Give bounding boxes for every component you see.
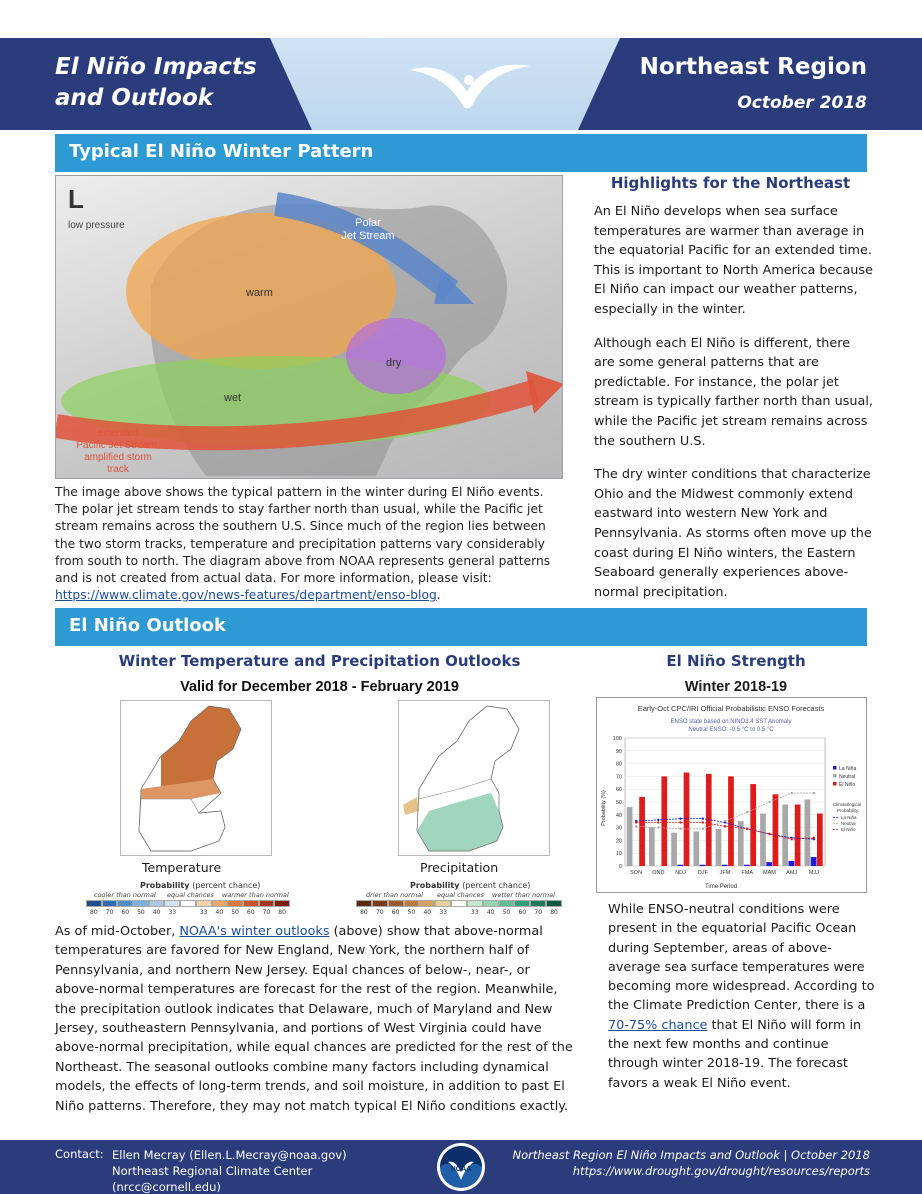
- chart-climatology-point: [702, 821, 704, 823]
- temp-legend-tick: 80: [278, 909, 286, 916]
- chart-climatology-title-2: Probability:: [837, 808, 860, 813]
- precipitation-label: Precipitation: [420, 860, 499, 875]
- temp-legend-cool: cooler than normal: [94, 891, 156, 899]
- chart-bar-lania: [766, 862, 772, 866]
- chart-y-tick-label: 100: [612, 736, 622, 742]
- enso-chart-svg: [597, 698, 866, 892]
- chart-bar-neutral: [716, 829, 722, 866]
- chart-x-tick-label: SON: [630, 870, 643, 876]
- temp-legend-tick: 50: [231, 909, 239, 916]
- chart-climatology-point: [813, 837, 815, 839]
- precip-legend-swatch: [467, 900, 483, 907]
- pacific-jet-label-4: track: [107, 464, 129, 475]
- enso-text-part1: While ENSO-neutral conditions were present in the equatorial Pacific Ocean during September, areas of above-average sea surface temperatures were becoming more widespread. According to the Climate Prediction Center, there is a: [608, 902, 875, 1014]
- enso-blog-link[interactable]: [55, 588, 437, 602]
- chart-climatology-point: [702, 817, 704, 819]
- temp-legend-swatch: [227, 900, 243, 907]
- precip-legend-tick: 70: [534, 909, 543, 916]
- precip-legend-swatch: [499, 900, 515, 907]
- enso-text-part2: that El Niño will form in the next few months and continue through winter 2018-19. The forecast favors a weak El Niño event.: [608, 1017, 862, 1091]
- precip-legend-tick: 33: [471, 909, 479, 916]
- precip-legend-colorbar: [356, 900, 562, 907]
- chart-climatology-point: [657, 821, 659, 823]
- precip-legend-tick: 33: [439, 909, 447, 916]
- chart-bar-elnio: [728, 776, 734, 866]
- precip-legend-swatch: [483, 900, 499, 907]
- chart-climatology-point: [724, 825, 726, 827]
- chart-y-tick-label: 10: [615, 851, 622, 858]
- header-title-line2: and Outlook: [55, 85, 214, 111]
- chart-y-tick-label: 70: [615, 774, 622, 781]
- chart-y-tick-label: 0: [618, 864, 622, 870]
- temp-legend-title: [140, 881, 260, 890]
- footer-report-url[interactable]: https://www.drought.gov/drought/resources/reports: [572, 1164, 870, 1178]
- chart-y-tick-label: 50: [615, 800, 622, 806]
- precip-legend-dry: drier than normal: [366, 891, 424, 899]
- enso-blog-link-part1[interactable]: https://www.climate.: [55, 588, 182, 603]
- chart-climatology-legend-label: El Niño: [841, 827, 856, 832]
- precip-legend-swatch: [372, 900, 388, 907]
- header-region: Northeast Region: [639, 54, 867, 80]
- highlights-paragraph-2: Although each El Niño is different, there are some general patterns that are predictable. For instance, the polar jet stream is typically farther north than usual, while the Pacific jet stream remains across the southern U.S.: [594, 335, 873, 449]
- temp-legend-tick: 40: [152, 909, 161, 916]
- chart-bar-lania: [811, 857, 817, 866]
- precip-legend-tick: 60: [391, 909, 400, 916]
- outlook-valid-dates: Valid for December 2018 - February 2019: [180, 679, 459, 695]
- chart-climatology-point: [679, 828, 681, 830]
- precip-legend-unit: (percent chance): [462, 881, 531, 890]
- chart-bar-neutral: [627, 807, 633, 866]
- chart-bar-elnio: [817, 814, 823, 866]
- precip-above-normal-area: [417, 793, 503, 851]
- temp-above-normal-area: [161, 706, 241, 789]
- chart-bar-neutral: [693, 831, 699, 866]
- outlook-text-part2: (above) show that above-normal temperatures are favored for New England, New York, the northern half of Pennsylvania, and northern New Jersey. Equal chances of below-, near-, or above-normal temperatures are forecast for the rest of the region. Meanwhile, the precipitation outlook indicates that Delaware, much of Maryland and New Jersey, southeastern Pennsylvania, and portions of West Virginia could have above-normal precipitation, while equal chances are predicted for the rest of the Northeast. The seasonal outlooks combine many factors including dynamical models, the effects of long-term trends, and soil moisture, in addition to past El Niño patterns. Therefore, they may not match typical El Niño conditions exactly.: [55, 924, 573, 1114]
- temp-legend-swatch: [196, 900, 212, 907]
- chart-y-tick-label: 60: [615, 787, 622, 794]
- el-nino-pattern-map: [55, 175, 563, 479]
- pacific-jet-label-3: amplified storm: [84, 452, 152, 463]
- chart-legend-swatch: [833, 774, 837, 778]
- chart-bar-elnio: [773, 794, 779, 866]
- enso-text: [608, 900, 880, 1093]
- enso-blog-link-part2[interactable]: gov/news-features/department/enso-blog: [181, 588, 437, 603]
- chart-climatology-point: [790, 792, 792, 794]
- temp-legend-tick: 40: [215, 909, 224, 916]
- precip-legend-tick: 40: [486, 909, 495, 916]
- precip-legend-swatch: [356, 900, 372, 907]
- chart-y-tick-label: 20: [615, 838, 622, 845]
- pacific-jet-arrowhead: [526, 371, 563, 414]
- temp-legend-swatch: [102, 900, 118, 907]
- chart-x-axis-label: Time Period: [704, 884, 738, 890]
- footer-contact-email[interactable]: Ellen Mecray (Ellen.L.Mecray@noaa.gov): [112, 1148, 347, 1162]
- chart-bar-elnio: [750, 784, 756, 866]
- chart-x-tick-label: FMA: [741, 870, 754, 876]
- enso-strength-title: El Niño Strength: [666, 652, 806, 670]
- temp-legend-swatch: [133, 900, 149, 907]
- temp-legend-tick: [180, 909, 196, 916]
- chart-climatology-point: [635, 825, 637, 827]
- map-caption: [55, 484, 565, 604]
- chart-bar-lania: [789, 861, 795, 866]
- highlights-text: [594, 202, 874, 616]
- precip-legend-swatch: [546, 900, 562, 907]
- chart-climatology-point: [746, 828, 748, 830]
- section-bar-typical-pattern: [55, 134, 867, 172]
- header-title-line1: El Niño Impacts: [55, 54, 257, 80]
- chart-x-tick-label: AMJ: [786, 870, 798, 876]
- pacific-jet-label-2: Pacific Jet Stream,: [76, 440, 160, 451]
- temp-legend-swatch: [164, 900, 180, 907]
- precip-legend-swatch: [388, 900, 404, 907]
- chart-legend-swatch: [833, 766, 837, 770]
- temperature-label: Temperature: [142, 860, 222, 875]
- footer-contact-center-email[interactable]: (nrcc@cornell.edu): [112, 1180, 221, 1194]
- chart-bar-neutral: [760, 814, 766, 866]
- highlights-title: Highlights for the Northeast: [610, 174, 851, 192]
- precip-legend-equal: equal chances: [437, 891, 484, 899]
- polar-jet-label-1: Polar: [355, 217, 381, 229]
- noaa-logo-text: NOAA: [450, 1166, 472, 1173]
- precip-legend-tick: 40: [423, 909, 432, 916]
- outlook-text-part1: As of mid-October,: [55, 924, 180, 939]
- chart-legend-swatch: [833, 782, 837, 786]
- precip-legend-swatch: [419, 900, 435, 907]
- wet-label: wet: [224, 392, 242, 404]
- chart-bar-elnio: [661, 776, 667, 866]
- footer-right: [513, 1147, 871, 1179]
- chart-bar-neutral: [782, 805, 788, 866]
- precip-legend-tick: 50: [407, 909, 416, 916]
- chart-bar-elnio: [684, 773, 690, 866]
- footer-report-title: Northeast Region El Niño Impacts and Outlook | October 2018: [512, 1148, 870, 1162]
- chart-bar-neutral: [671, 833, 677, 866]
- temp-legend-tick: 70: [262, 909, 271, 916]
- precip-legend-tick: [451, 909, 467, 916]
- precip-legend-tick: 80: [550, 909, 558, 916]
- precip-legend-tick: 70: [375, 909, 384, 916]
- chart-climatology-point: [768, 833, 770, 835]
- temp-legend-swatch: [274, 900, 290, 907]
- chart-bar-lania: [722, 865, 728, 866]
- temp-legend-swatch: [180, 900, 196, 907]
- temp-legend-swatch: [259, 900, 275, 907]
- enso-forecast-chart: [596, 697, 867, 893]
- header-title: [55, 52, 257, 114]
- highlights-paragraph-3: The dry winter conditions that characterize Ohio and the Midwest commonly extend eastward into western New York and Pennsylvania. As storms often move up the coast during El Niño winters, the Eastern Seaboard generally experiences above-normal precipitation.: [594, 467, 872, 600]
- section-title: El Niño Outlook: [69, 615, 227, 636]
- temp-legend-unit: (percent chance): [192, 881, 261, 890]
- low-pressure-label: low pressure: [68, 220, 125, 231]
- outlook-text: [55, 922, 575, 1116]
- chart-x-tick-label: MJJ: [808, 870, 819, 876]
- footer-contact-label: Contact:: [55, 1147, 104, 1161]
- chart-bar-neutral: [805, 799, 811, 866]
- precip-legend-prob: Probability: [410, 881, 460, 890]
- temp-legend-warm: warmer than normal: [222, 891, 289, 899]
- chart-climatology-point: [813, 792, 815, 794]
- chart-x-tick-label: DJF: [697, 870, 708, 876]
- precip-legend-swatch: [514, 900, 530, 907]
- chart-x-tick-label: NDJ: [675, 870, 686, 876]
- temp-legend-prob: Probability: [140, 881, 190, 890]
- chart-bar-lania: [700, 865, 706, 866]
- temp-legend-tick: 50: [137, 909, 145, 916]
- precipitation-outlook-map: [398, 700, 550, 856]
- chart-y-tick-label: 30: [615, 825, 622, 832]
- chart-climatology-point: [768, 801, 770, 803]
- chart-legend-label: El Niño: [839, 782, 856, 788]
- temp-legend-swatch: [243, 900, 259, 907]
- bird-logo-icon: [405, 52, 535, 114]
- chart-climatology-legend-label: Neutral: [841, 821, 856, 826]
- temp-legend-tick: 60: [246, 909, 255, 916]
- precip-legend-swatch: [404, 900, 420, 907]
- chart-subtitle-1: ENSO state based on NINO3.4 SST Anomaly: [670, 719, 792, 725]
- temp-legend-equal: equal chances: [167, 891, 214, 899]
- chart-y-axis-label: Probability (%): [601, 790, 607, 826]
- temp-legend-swatch: [117, 900, 133, 907]
- section-bar-outlook: [55, 608, 867, 646]
- pacific-jet-label-1: extended: [97, 428, 139, 439]
- polar-jet-label-2: Jet Stream: [341, 230, 395, 242]
- chart-subtitle-2: Neutral ENSO: -0.5 °C to 0.5 °C: [688, 727, 774, 733]
- warm-label: warm: [246, 287, 273, 299]
- chart-bar-elnio: [795, 805, 801, 866]
- chart-climatology-legend-label: La Niña: [841, 815, 857, 820]
- chart-climatology-point: [657, 826, 659, 828]
- chart-x-tick-label: OND: [652, 870, 665, 876]
- header-date: October 2018: [737, 93, 867, 113]
- precip-legend-swatch: [435, 900, 451, 907]
- temp-legend-tick: 80: [90, 909, 98, 916]
- dry-label: dry: [386, 357, 402, 369]
- low-pressure-symbol: L: [68, 184, 84, 214]
- footer-contact: [112, 1147, 347, 1194]
- pattern-map-graphic: [56, 176, 563, 479]
- temp-legend-swatch: [212, 900, 228, 907]
- precip-legend-tick: 50: [502, 909, 511, 916]
- temp-legend-colorbar: [86, 900, 290, 907]
- temp-legend-tick: 70: [105, 909, 114, 916]
- chart-y-tick-label: 40: [615, 812, 622, 819]
- noaa-logo-icon: [436, 1142, 486, 1192]
- chart-climatology-point: [724, 820, 726, 822]
- precip-legend-swatch: [530, 900, 546, 907]
- chart-legend-label: Neutral: [839, 774, 856, 780]
- chart-bar-neutral: [649, 828, 655, 866]
- precip-below-normal-area: [403, 797, 419, 815]
- temp-legend-tick: 33: [199, 909, 208, 916]
- temperature-outlook-map: [120, 700, 272, 856]
- chart-climatology-point: [679, 817, 681, 819]
- chart-climatology-point: [702, 828, 704, 830]
- chart-bar-elnio: [639, 797, 645, 866]
- chart-climatology-point: [679, 821, 681, 823]
- precip-equal-chances-area: [419, 706, 519, 799]
- caption-end: .: [436, 588, 441, 603]
- precip-legend-tick: 60: [518, 909, 527, 916]
- chart-x-tick-label: MAM: [763, 870, 776, 876]
- dry-region: [346, 318, 446, 394]
- precip-legend-tick: 80: [360, 909, 368, 916]
- section-title: Typical El Niño Winter Pattern: [69, 141, 374, 162]
- chart-legend-label: La Niña: [839, 766, 857, 772]
- temp-legend-swatch: [149, 900, 165, 907]
- chart-y-tick-label: 90: [615, 748, 622, 755]
- precip-legend-wet: wetter than normal: [492, 891, 555, 899]
- highlights-paragraph-1: An El Niño develops when sea surface temperatures are warmer than average in the equatorial Pacific for an extended time. This is important to North America because El Niño can impact our weather patterns, especially in the winter.: [594, 204, 873, 317]
- enso-strength-subtitle: Winter 2018-19: [684, 679, 788, 695]
- chart-title: Early-Oct CPC/IRI Official Probabilistic ENSO Forecasts: [637, 704, 825, 713]
- chart-climatology-point: [635, 821, 637, 823]
- chart-x-tick-label: JFM: [719, 870, 731, 876]
- outlook-title: Winter Temperature and Precipitation Outlooks: [118, 652, 521, 670]
- chart-bar-lania: [744, 865, 750, 866]
- footer-contact-center: Northeast Regional Climate Center: [112, 1164, 313, 1178]
- chart-climatology-point: [657, 819, 659, 821]
- precip-legend-title: [410, 881, 530, 890]
- temp-legend-ticks: [86, 909, 290, 916]
- temp-legend-swatch: [86, 900, 102, 907]
- temp-legend-tick: 33: [168, 909, 177, 916]
- precip-legend-ticks: [356, 909, 562, 916]
- el-nino-chance-link[interactable]: 70-75% chance: [608, 1017, 708, 1033]
- chart-climatology-title-1: Climatological: [833, 802, 862, 807]
- precip-legend-swatch: [451, 900, 467, 907]
- caption-text: The image above shows the typical pattern in the winter during El Niño events. The polar jet stream tends to stay farther north than usual, while the Pacific jet stream remains across the southern U.S. Since much of the region lies between the two storm tracks, temperature and precipitation patterns vary considerably from south to north. The diagram above from NOAA represents general patterns and is not created from actual data. For more information, please visit:: [55, 485, 551, 586]
- chart-y-tick-label: 80: [615, 761, 622, 768]
- noaa-winter-outlooks-link[interactable]: NOAA's winter outlooks: [179, 924, 330, 939]
- temp-legend-tick: 60: [121, 909, 130, 916]
- chart-bar-lania: [677, 865, 683, 866]
- chart-climatology-point: [746, 811, 748, 813]
- chart-climatology-point: [790, 838, 792, 840]
